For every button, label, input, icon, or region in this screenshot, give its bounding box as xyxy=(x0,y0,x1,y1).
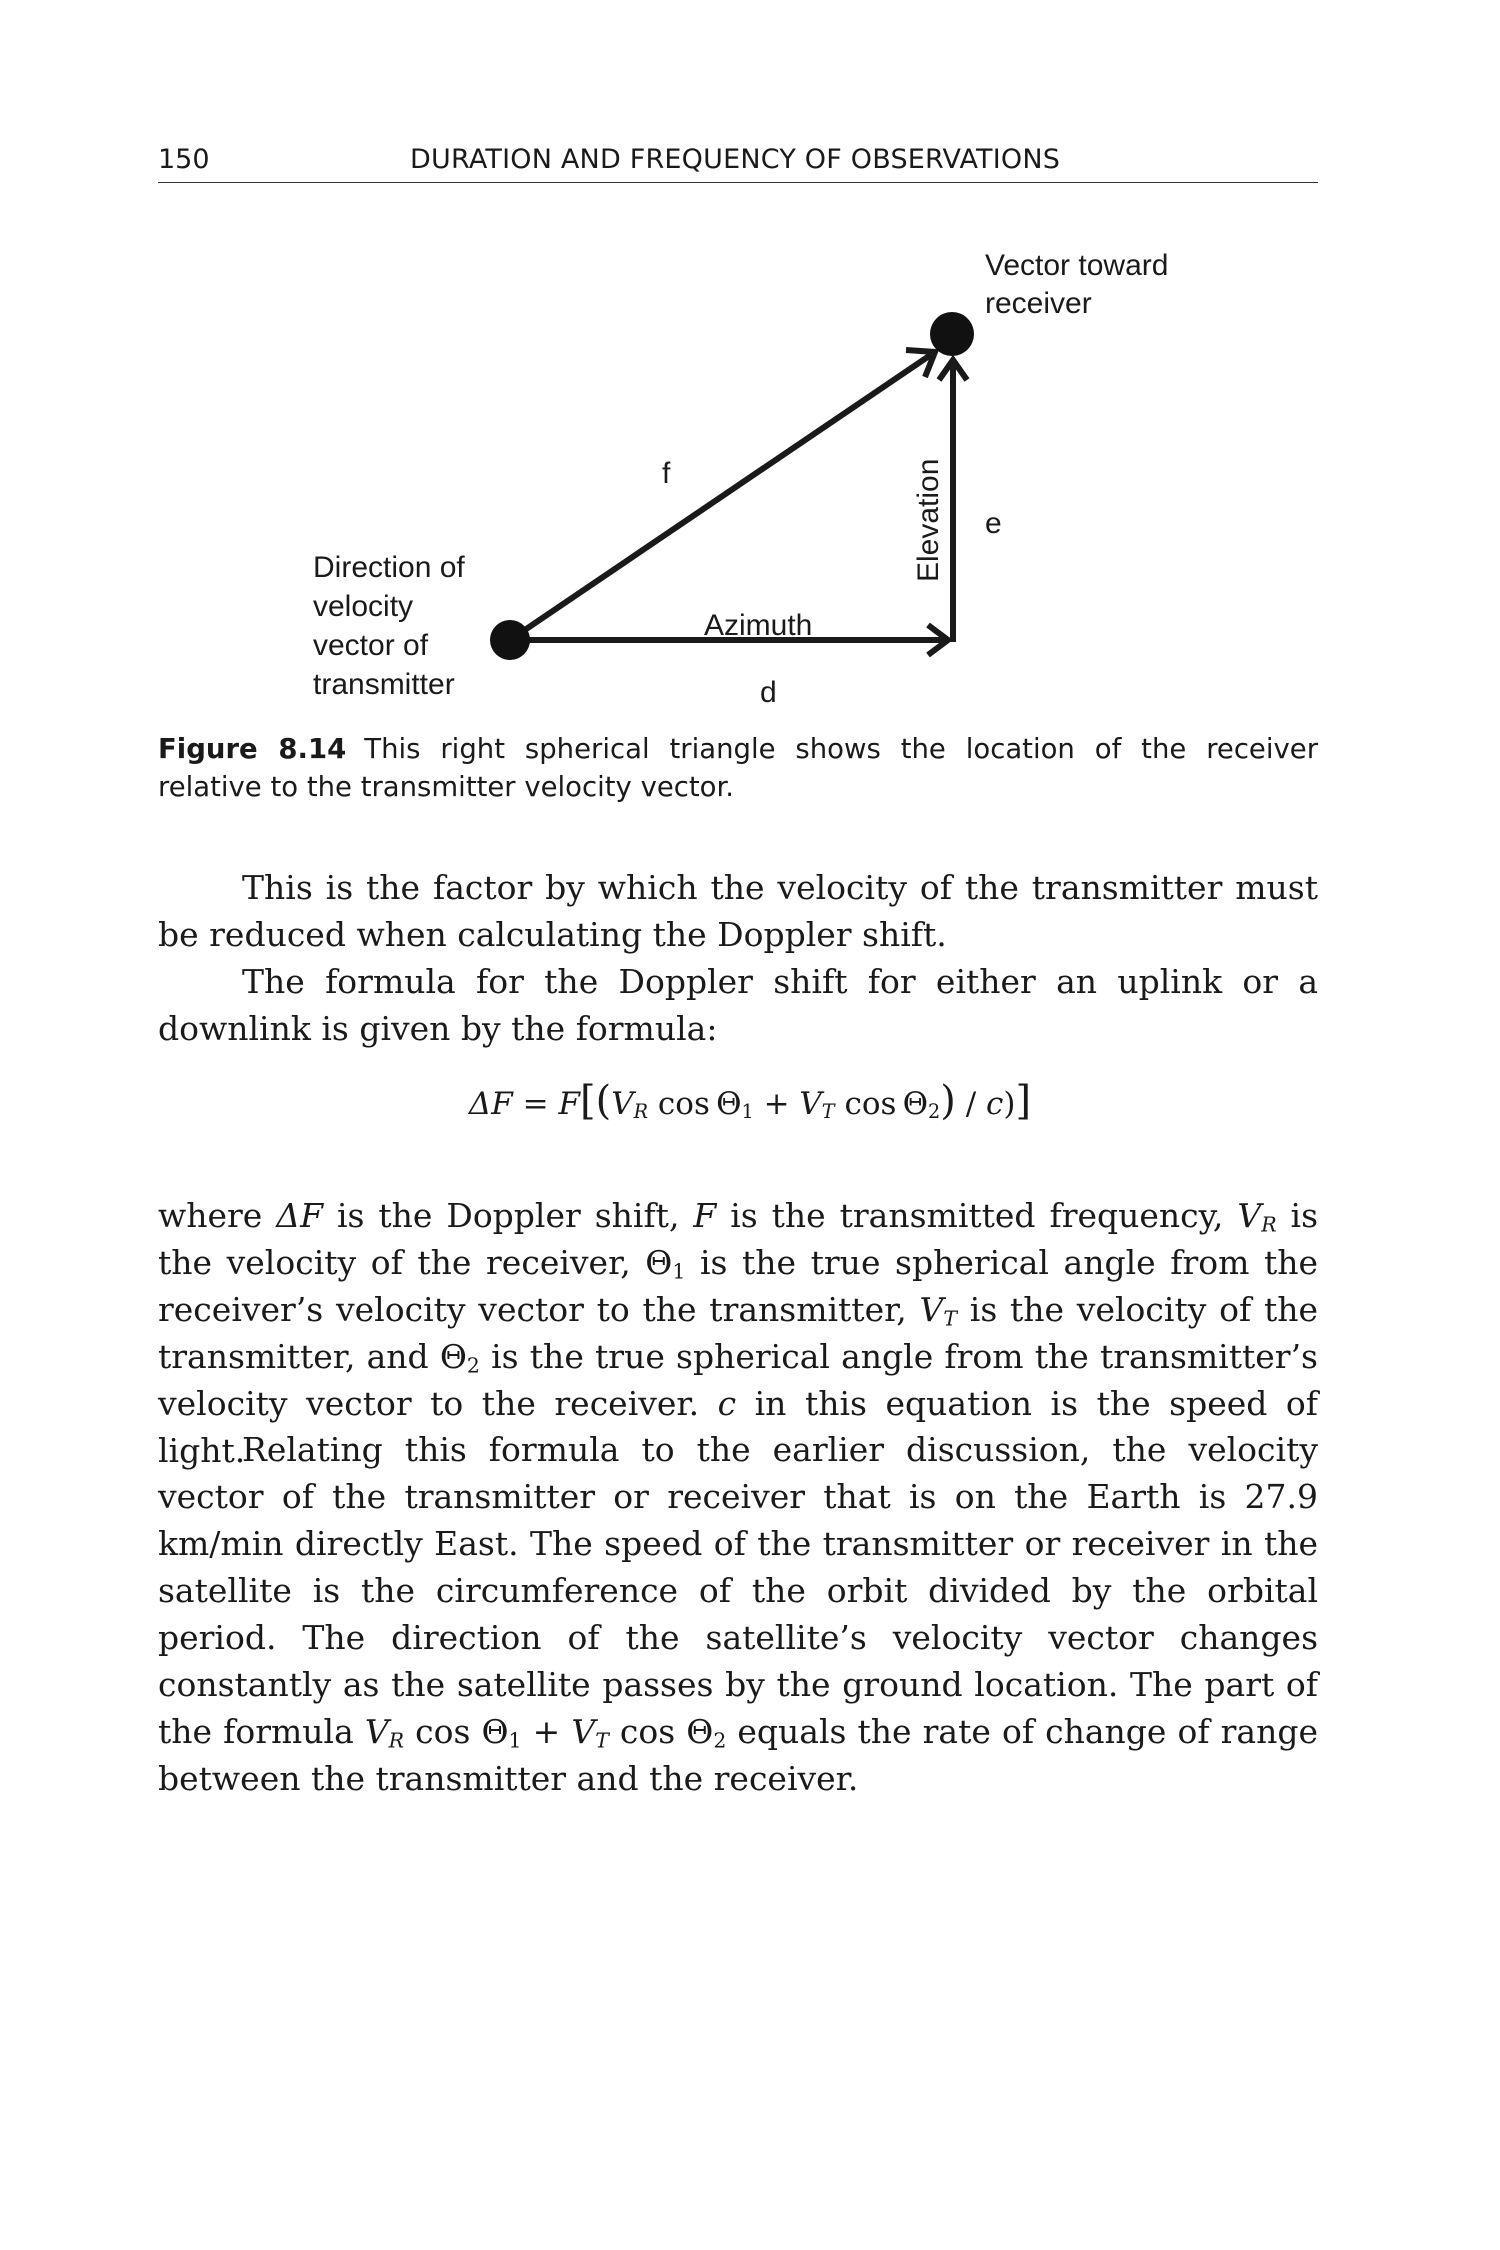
label-e: e xyxy=(985,507,1002,540)
label-d: d xyxy=(760,676,777,709)
paragraph-2: The formula for the Doppler shift for either an uplink or a downlink is given by the formula: xyxy=(158,962,1318,1048)
label-direction-line2: velocity xyxy=(313,590,414,623)
label-azimuth: Azimuth xyxy=(704,609,813,642)
caption-text: This right spherical triangle shows the location of the receiver relative to the transmitter velocity vector. xyxy=(158,733,1318,803)
spherical-triangle-diagram xyxy=(0,0,1500,740)
doppler-equation: $\Delta F = F[(V_R$ $\cos \Theta_1 + V_T$ $\cos \Theta_2) / c$)] xyxy=(468,1078,1032,1124)
label-f: f xyxy=(662,457,671,490)
label-receiver: receiver xyxy=(985,287,1092,320)
label-direction-line3: vector of xyxy=(313,629,429,662)
label-elevation: Elevation xyxy=(912,458,945,582)
hypotenuse-f-line xyxy=(510,352,935,640)
transmitter-point xyxy=(490,620,530,660)
page-number: 150 xyxy=(158,144,210,175)
running-head: DURATION AND FREQUENCY OF OBSERVATIONS xyxy=(410,144,1061,175)
eq-delta-f: ΔF xyxy=(468,1086,513,1122)
eq-vr: V xyxy=(611,1086,634,1122)
paragraph-4: Relating this formula to the earlier discussion, the velocity vector of the transmitter or receiver that is on the Earth is 27.9 km/min directly East. The speed of the transmitter or receiver in the satellite is the circumference of the orbit divided by the orbital period. The direction of the satellite’s velocity vector changes constantly as the satellite passes by the ground location. The part of the formula $V_R$ $\cos \Theta_1 + V_T$ $\cos \Theta_2$ equals the rate of change of range between the transmitter and the receiver. xyxy=(158,1430,1318,1798)
eq-c: c xyxy=(986,1086,1004,1122)
receiver-point xyxy=(930,312,974,356)
figure-caption xyxy=(158,730,1318,806)
eq-f: F xyxy=(558,1086,580,1122)
label-vector-toward: Vector toward xyxy=(985,249,1169,282)
figure-number: Figure 8.14 xyxy=(158,733,347,765)
label-direction-line4: transmitter xyxy=(313,668,455,701)
eq-vt: V xyxy=(799,1086,822,1122)
paragraph-3: where ΔF is the Doppler shift, F is the transmitted frequency, $V_R$ is the velocity of the receiver, $\Theta_1$ is the true spherical angle from the receiver’s velocity vector to the transmitter, $V_T$ is the velocity of the transmitter, and $\Theta_2$ is the true spherical angle from the transmitter’s velocity vector to the receiver. c in this equation is the speed of light. xyxy=(158,1196,1319,1470)
label-direction-line1: Direction of xyxy=(313,551,465,584)
paragraph-1: This is the factor by which the velocity of the transmitter must be reduced when calculating the Doppler shift. xyxy=(158,868,1318,954)
